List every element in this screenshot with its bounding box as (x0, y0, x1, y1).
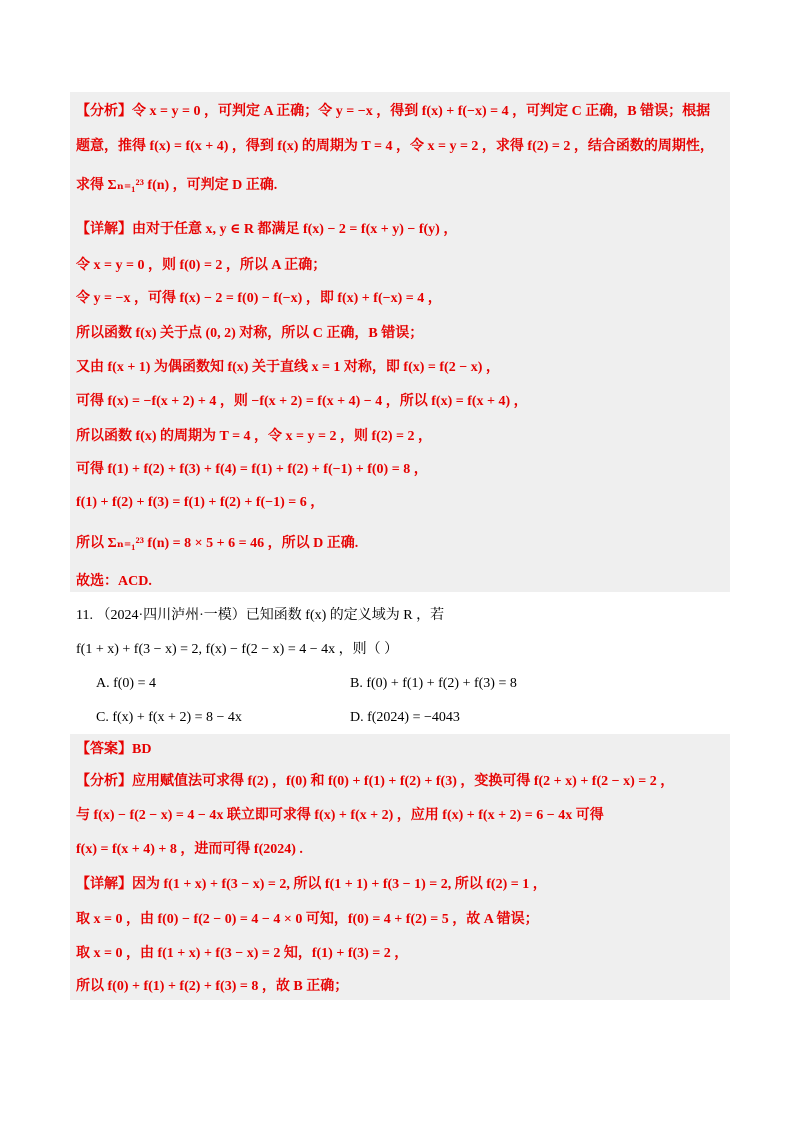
detail-line-7: 所以函数 f(x) 的周期为 T = 4 ，令 x = y = 2 ，则 f(2) = 2 ， (76, 429, 432, 444)
option-b: B. f(0) + f(1) + f(2) + f(3) = 8 (350, 676, 517, 691)
detail2-line-1: 【详解】因为 f(1 + x) + f(3 − x) = 2, 所以 f(1 + 1) + f(3 − 1) = 2, 所以 f(2) = 1 ， (76, 877, 547, 892)
option-c: C. f(x) + f(x + 2) = 8 − 4x (96, 710, 242, 725)
analysis-line-2: 题意，推得 f(x) = f(x + 4) ，得到 f(x) 的周期为 T = 4 ，令 x = y = 2 ，求得 f(2) = 2 ，结合函数的周期性， (76, 139, 714, 154)
detail-line-2: 令 x = y = 0 ，则 f(0) = 2 ，所以 A 正确； (76, 258, 327, 273)
detail2-line-4: 所以 f(0) + f(1) + f(2) + f(3) = 8 ，故 B 正确； (76, 979, 349, 994)
detail-line-5: 又由 f(x + 1) 为偶函数知 f(x) 关于直线 x = 1 对称，即 f(x) = f(2 − x) ， (76, 360, 500, 375)
analysis2-line-2: 与 f(x) − f(2 − x) = 4 − 4x 联立即可求得 f(x) + f(x + 2) ，应用 f(x) + f(x + 2) = 6 − 4x 可得 (76, 808, 604, 823)
detail-line-1: 【详解】由对于任意 x, y ∈ R 都满足 f(x) − 2 = f(x + y) − f(y) ， (76, 222, 458, 237)
detail-line-10: 所以 Σₙ₌₁²³ f(n) = 8 × 5 + 6 = 46 ，所以 D 正确. (76, 536, 359, 551)
analysis-line-1: 【分析】令 x = y = 0 ，可判定 A 正确；令 y = −x ，得到 f(x) + f(−x) = 4 ，可判定 C 正确，B 错误；根据 (76, 104, 711, 119)
analysis-line-3: 求得 Σₙ₌₁²³ f(n) ，可判定 D 正确. (76, 178, 278, 193)
detail-line-8: 可得 f(1) + f(2) + f(3) + f(4) = f(1) + f(2) + f(−1) + f(0) = 8 ， (76, 462, 428, 477)
detail-line-3: 令 y = −x ，可得 f(x) − 2 = f(0) − f(−x) ，即 f(x) + f(−x) = 4 ， (76, 291, 442, 306)
detail-line-9: f(1) + f(2) + f(3) = f(1) + f(2) + f(−1) = 6 ， (76, 495, 325, 510)
detail2-line-3: 取 x = 0 ，由 f(1 + x) + f(3 − x) = 2 知，f(1) + f(3) = 2 ， (76, 946, 409, 961)
detail-line-4: 所以函数 f(x) 关于点 (0, 2) 对称，所以 C 正确，B 错误； (76, 326, 424, 341)
option-a: A. f(0) = 4 (96, 676, 156, 691)
analysis2-line-1: 【分析】应用赋值法可求得 f(2) ，f(0) 和 f(0) + f(1) + f(2) + f(3) ，变换可得 f(2 + x) + f(2 − x) = 2 ， (76, 774, 675, 789)
detail2-line-2: 取 x = 0 ，由 f(0) − f(2 − 0) = 4 − 4 × 0 可知，f(0) = 4 + f(2) = 5 ，故 A 错误； (76, 912, 539, 927)
option-d: D. f(2024) = −4043 (350, 710, 460, 725)
answer-line: 【答案】BD (76, 742, 152, 757)
choice-line: 故选：ACD. (76, 574, 152, 589)
question-11-stem: 11. （2024·四川泸州·一模）已知函数 f(x) 的定义域为 R ，若 (76, 608, 445, 623)
analysis2-line-3: f(x) = f(x + 4) + 8 ，进而可得 f(2024) . (76, 842, 303, 857)
detail-line-6: 可得 f(x) = −f(x + 2) + 4 ，则 −f(x + 2) = f(x + 4) − 4 ，所以 f(x) = f(x + 4) ， (76, 394, 528, 409)
question-11-condition: f(1 + x) + f(3 − x) = 2, f(x) − f(2 − x) = 4 − 4x ，则（ ） (76, 642, 399, 657)
